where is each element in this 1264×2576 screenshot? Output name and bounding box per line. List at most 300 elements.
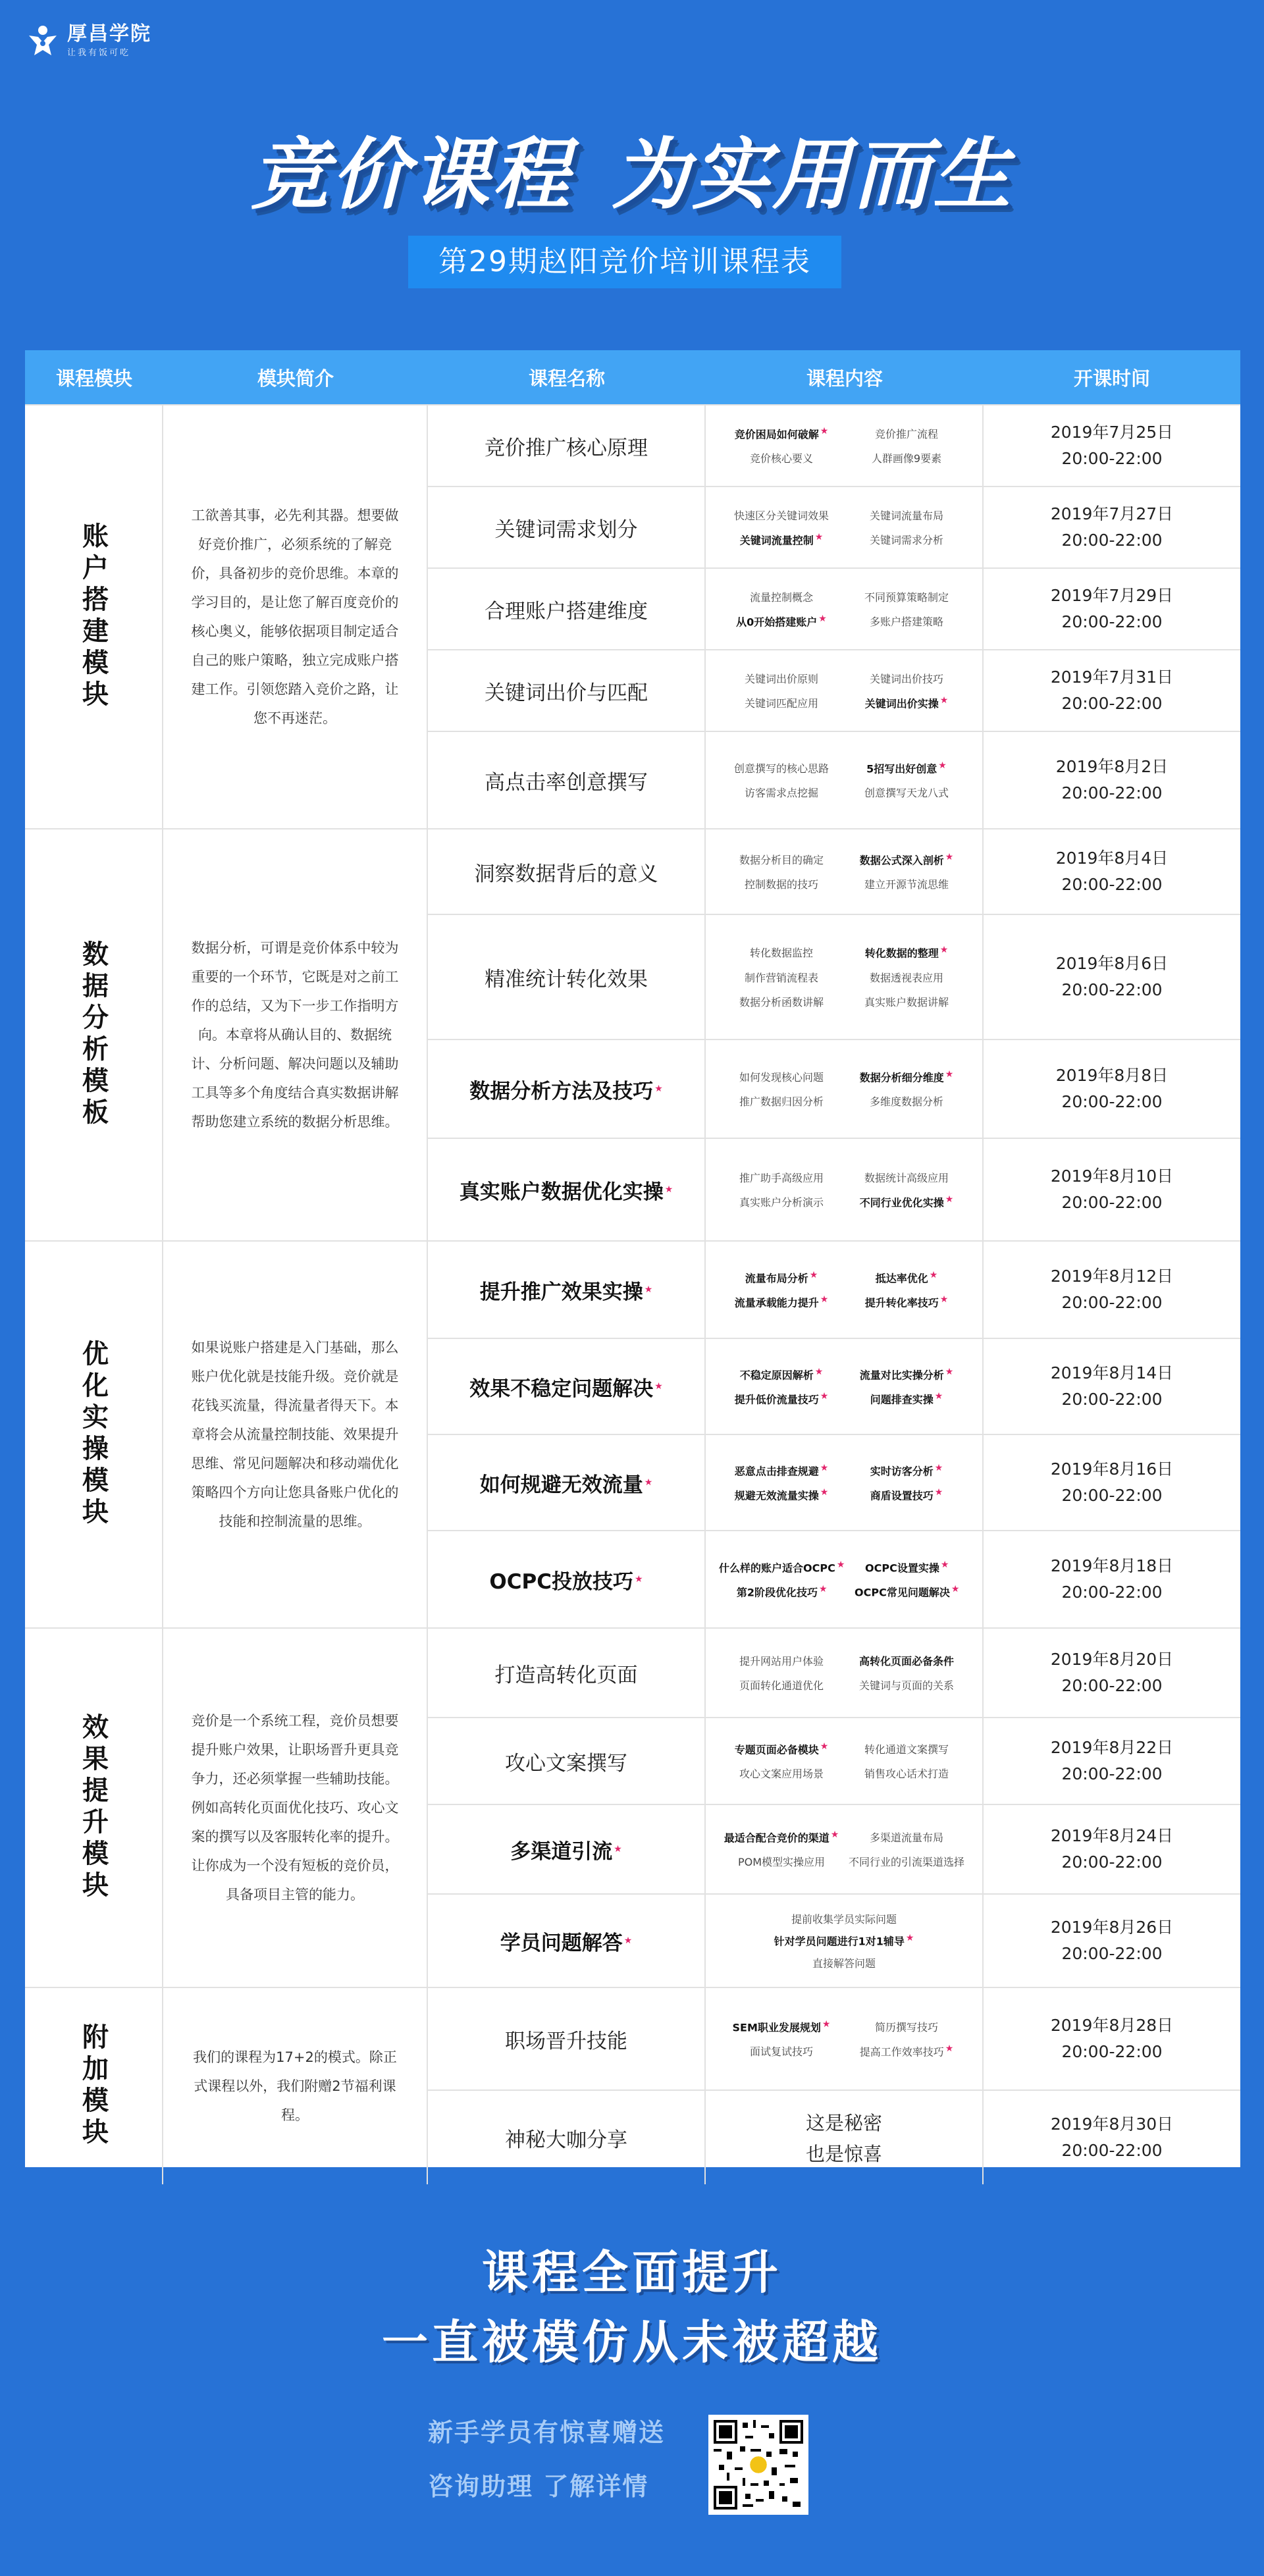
course-name-text: 多渠道引流 [510, 1839, 613, 1864]
star-icon: ★ [830, 1829, 839, 1840]
content-item-text: 关键词流量布局 [869, 509, 943, 522]
content-item [739, 1677, 824, 1693]
content-item [876, 1270, 938, 1285]
content-item-text: 问题排查实操 [870, 1393, 934, 1406]
content-item [738, 1854, 825, 1869]
content-item-text: POM模型实操应用 [737, 1856, 826, 1869]
content-item-text: 提前收集学员实际问题 [791, 1913, 897, 1926]
course-name [428, 650, 706, 731]
content-item-text: 攻心文案应用场景 [739, 1768, 824, 1781]
content-item-text: 快速区分关键词效果 [733, 509, 829, 522]
section-intro-text: 数据分析，可谓是竞价体系中较为重要的一个环节，它既是对之前工作的总结，又为下一步工作指明方向。本章将从确认目的、数据统计、分析问题、解决问题以及辅助工具等多个角度结合真实数据讲解帮助您建立系统的数据分析思维。 [191, 940, 399, 1130]
course-date: 2019年8月2日 [1055, 757, 1169, 776]
content-item-text: 什么样的账户适合OCPC [719, 1562, 835, 1574]
course-time [984, 1339, 1240, 1434]
table-header [25, 350, 1240, 404]
course-date: 2019年8月4日 [1055, 849, 1169, 868]
course-content [706, 1435, 984, 1530]
content-item [859, 1677, 954, 1693]
content-item-text: 真实账户分析演示 [739, 1196, 824, 1209]
content-item-text: 5招写出好创意 [866, 762, 937, 775]
course-name [428, 915, 706, 1039]
star-icon: ★ [820, 425, 829, 436]
content-item [791, 1911, 897, 1926]
course-name [428, 732, 706, 828]
star-icon: ★ [820, 1391, 829, 1402]
course-date: 2019年8月12日 [1050, 1267, 1174, 1286]
content-item-text: 关键词流量控制 [739, 534, 814, 547]
content-item-text: 转化通道文案撰写 [864, 1743, 949, 1756]
course-hours: 20:00-22:00 [1061, 2042, 1163, 2061]
course-time [984, 1629, 1240, 1717]
star-icon: ★ [654, 1381, 663, 1392]
content-item-text: 专题页面必备模块 [734, 1743, 819, 1756]
content-item [739, 1653, 824, 1668]
course-name-text: 如何规避无效流量 [479, 1473, 643, 1497]
content-item-text: 提升网站用户体验 [739, 1655, 824, 1668]
star-icon: ★ [664, 1184, 673, 1195]
content-item [735, 1741, 829, 1756]
content-item [875, 2019, 938, 2034]
star-icon: ★ [836, 1559, 845, 1570]
course-name-text: 数据分析方法及技巧 [469, 1079, 654, 1103]
course-hours: 20:00-22:00 [1061, 980, 1163, 999]
content-item [737, 1584, 828, 1599]
course-name [428, 1895, 706, 1987]
content-item-text: 数据分析函数讲解 [739, 995, 824, 1009]
content-item-text: 如何发现核心问题 [739, 1070, 824, 1084]
content-item-text: 流量控制概念 [749, 591, 813, 604]
course-time [984, 1805, 1240, 1893]
section-name-text: 账户搭建模块 [78, 522, 109, 712]
content-item-text: 从0开始搭建账户 [736, 616, 818, 629]
course-hours: 20:00-22:00 [1061, 1944, 1163, 1963]
content-item [872, 450, 941, 465]
content-item-text: 创意撰写的核心思路 [733, 762, 829, 775]
course-date: 2019年8月20日 [1050, 1650, 1174, 1669]
course-date: 2019年8月30日 [1050, 2115, 1174, 2134]
section-name [25, 829, 163, 1240]
course-time [984, 1988, 1240, 2090]
content-item [870, 1829, 943, 1845]
content-item-text: 竞价推广流程 [874, 427, 938, 440]
content-item [864, 994, 949, 1009]
course-date: 2019年8月10日 [1050, 1167, 1174, 1186]
course-name-text: 提升推广效果实操 [479, 1280, 643, 1304]
section-intro-text: 竞价是一个系统工程，竞价员想要提升账户效果，让职场晋升更具竞争力，还必须掌握一些辅助技能。例如高转化页面优化技巧、攻心文案的撰写以及客服转化率的提升。让你成为一个没有短板的竞价员，具备项目主管的能力。 [191, 1713, 399, 1903]
course-date: 2019年7月31日 [1050, 668, 1174, 687]
course-time [984, 1531, 1240, 1627]
logo-brand: 厚昌学院 [67, 22, 151, 45]
content-item-text: 关键词出价实操 [864, 697, 939, 710]
star-icon: ★ [945, 1068, 954, 1080]
course-name-text: 学员问题解答 [500, 1931, 623, 1955]
content-item [865, 1294, 949, 1309]
star-icon: ★ [820, 1741, 829, 1752]
table-row [428, 487, 1240, 569]
table-row [428, 915, 1240, 1040]
section-name [25, 406, 163, 828]
content-item [864, 1741, 949, 1756]
course-hours: 20:00-22:00 [1061, 612, 1163, 631]
content-item [865, 945, 949, 960]
section-intro [163, 829, 428, 1240]
course-hours: 20:00-22:00 [1061, 1583, 1163, 1602]
course-name-text: 打造高转化页面 [494, 1663, 638, 1687]
content-item-text: 销售攻心话术打造 [864, 1768, 949, 1781]
content-item [870, 1463, 943, 1478]
content-item-text: 竞价核心要义 [749, 452, 813, 465]
content-item-text: 流量承载能力提升 [734, 1296, 819, 1309]
subtitle-box: 第29期赵阳竞价培训课程表 [408, 236, 841, 288]
content-item-text: 实时访客分析 [870, 1465, 934, 1477]
content-item [750, 945, 813, 960]
content-item [745, 970, 818, 985]
content-item [740, 1367, 824, 1382]
content-item [735, 1391, 829, 1406]
content-item [745, 695, 818, 710]
star-icon: ★ [905, 1933, 914, 1944]
header-content: 课程内容 [806, 367, 883, 390]
content-item-text: 流量对比实操分析 [859, 1369, 944, 1381]
content-item-text: 抵达率优化 [875, 1272, 928, 1284]
course-name [428, 1531, 706, 1627]
course-date: 2019年8月26日 [1050, 1918, 1174, 1937]
content-item-text: 多维度数据分析 [869, 1095, 943, 1109]
course-date: 2019年8月6日 [1055, 954, 1169, 973]
course-time [984, 1040, 1240, 1138]
course-content [706, 650, 984, 731]
content-item [740, 532, 824, 547]
section-intro [163, 1629, 428, 1987]
course-rows [428, 1242, 1240, 1627]
content-item-text: 商盾设置技巧 [870, 1489, 934, 1502]
star-icon: ★ [945, 2043, 954, 2054]
content-item [875, 426, 938, 441]
table-row [428, 1339, 1240, 1435]
section-name-text: 效果提升模块 [78, 1713, 109, 1903]
course-name [428, 1040, 706, 1138]
content-item [859, 1653, 954, 1668]
content-item-text: 关键词出价技巧 [869, 672, 943, 685]
course-date: 2019年8月22日 [1050, 1738, 1174, 1757]
table-row [428, 1895, 1240, 1987]
course-hours: 20:00-22:00 [1061, 1764, 1163, 1783]
footer-line2: 一直被模仿从未被超越 [382, 2315, 882, 2369]
content-item [865, 1560, 949, 1575]
star-icon: ★ [635, 1574, 643, 1585]
star-icon: ★ [814, 531, 824, 542]
star-icon: ★ [644, 1284, 653, 1295]
course-hours: 20:00-22:00 [1061, 531, 1163, 550]
table-row [428, 1531, 1240, 1627]
content-item-text: 关键词与页面的关系 [858, 1679, 954, 1692]
logo [25, 22, 151, 58]
star-icon: ★ [945, 851, 954, 862]
content-item [739, 1766, 824, 1781]
content-item [745, 785, 818, 800]
content-item [812, 1955, 876, 1970]
content-item-text: 直接解答问题 [812, 1957, 876, 1970]
course-content [706, 406, 984, 486]
course-name-text: 高点击率创意撰写 [485, 770, 648, 795]
promo-gift: 新手学员有惊喜赠送 [428, 2418, 666, 2447]
content-item [734, 760, 829, 775]
header-time: 开课时间 [1073, 367, 1150, 390]
course-time [984, 1718, 1240, 1804]
section [25, 1627, 1240, 1987]
course-name-text: 真实账户数据优化实操 [459, 1180, 664, 1204]
star-icon: ★ [929, 1269, 938, 1280]
content-item [864, 785, 949, 800]
content-item [870, 671, 943, 686]
course-content [706, 1805, 984, 1893]
content-item [864, 876, 949, 891]
course-name [428, 1988, 706, 2090]
star-icon: ★ [934, 1487, 943, 1498]
star-icon: ★ [814, 1366, 824, 1377]
content-item [865, 695, 949, 710]
content-item [724, 1829, 839, 1845]
content-item [736, 614, 827, 629]
star-icon: ★ [940, 1559, 949, 1570]
course-time [984, 569, 1240, 649]
course-name-text: 攻心文案撰写 [505, 1751, 627, 1775]
course-name [428, 406, 706, 486]
star-icon: ★ [820, 1487, 829, 1498]
course-content [706, 915, 984, 1039]
section-intro [163, 1988, 428, 2184]
table-row [428, 1988, 1240, 2091]
course-content [706, 829, 984, 914]
content-item-text: 数据分析细分维度 [859, 1071, 944, 1084]
content-item-text: 规避无效流量实操 [734, 1489, 819, 1502]
course-hours: 20:00-22:00 [1061, 449, 1163, 468]
section-intro-text: 我们的课程为17+2的模式。除正式课程以外，我们附赠2节福利课程。 [193, 2049, 397, 2123]
section [25, 404, 1240, 828]
course-name [428, 1139, 706, 1240]
content-item [860, 1194, 954, 1209]
course-time [984, 2091, 1240, 2184]
content-item [739, 994, 824, 1009]
content-item [735, 1487, 829, 1502]
course-time [984, 732, 1240, 828]
star-icon: ★ [809, 1269, 818, 1280]
section [25, 1240, 1240, 1627]
course-name-text: 洞察数据背后的意义 [474, 862, 658, 886]
content-item [745, 1270, 818, 1285]
content-item-text: 页面转化通道优化 [739, 1679, 824, 1692]
course-name-text: 精准统计转化效果 [485, 967, 648, 991]
content-item [750, 450, 813, 465]
content-item-text: 数据透视表应用 [869, 971, 943, 984]
content-item [735, 1294, 829, 1309]
content-item-text: 真实账户数据讲解 [864, 995, 949, 1009]
course-name [428, 1805, 706, 1893]
content-item-text: 最适合配合竞价的渠道 [724, 1831, 830, 1845]
hero-title-part1: 竞价课程 [250, 129, 572, 220]
course-name [428, 1242, 706, 1338]
content-item [870, 614, 943, 629]
table-row [428, 1629, 1240, 1718]
course-hours: 20:00-22:00 [1061, 1193, 1163, 1212]
content-item-text: 推广助手高级应用 [739, 1171, 824, 1184]
content-item-text: 不同行业优化实操 [859, 1196, 944, 1209]
course-content [706, 2091, 984, 2184]
course-date: 2019年7月27日 [1050, 504, 1174, 523]
content-item [734, 508, 829, 523]
table-row [428, 1435, 1240, 1531]
content-item [870, 1487, 943, 1502]
content-item-text: 也是惊喜 [805, 2143, 882, 2165]
course-rows [428, 1629, 1240, 1987]
course-content [706, 1895, 984, 1987]
hero-title [0, 112, 1264, 224]
course-content [706, 1040, 984, 1138]
content-item [860, 2043, 954, 2059]
course-hours: 20:00-22:00 [1061, 875, 1163, 894]
content-item [739, 1069, 824, 1084]
qr-code[interactable] [708, 2415, 808, 2515]
star-icon: ★ [945, 1194, 954, 1205]
course-content [706, 1629, 984, 1717]
course-name [428, 829, 706, 914]
course-content [706, 732, 984, 828]
content-item-text: 多账户搭建策略 [869, 615, 943, 628]
course-name [428, 1339, 706, 1434]
content-item-text: 提高工作效率技巧 [859, 2045, 944, 2059]
course-time [984, 406, 1240, 486]
course-name [428, 569, 706, 649]
table-row [428, 2091, 1240, 2184]
content-item-text: 第2阶段优化技巧 [736, 1586, 818, 1599]
course-content [706, 1242, 984, 1338]
course-content [706, 1988, 984, 2090]
content-item [855, 1584, 959, 1599]
course-date: 2019年7月25日 [1050, 423, 1174, 442]
content-item [864, 589, 949, 604]
course-hours: 20:00-22:00 [1061, 1676, 1163, 1695]
content-item-text: 不稳定原因解析 [739, 1369, 814, 1381]
course-name-text: 合理账户搭建维度 [485, 599, 648, 623]
content-item [750, 589, 813, 604]
course-name [428, 1435, 706, 1530]
logo-slogan: 让我有饭可吃 [67, 47, 131, 58]
content-item [739, 1194, 824, 1209]
table-row [428, 732, 1240, 828]
content-item [735, 1463, 829, 1478]
content-item [870, 1093, 943, 1109]
content-item [745, 671, 818, 686]
content-item-text: 转化数据的整理 [864, 947, 939, 960]
table-row [428, 1805, 1240, 1895]
star-icon: ★ [818, 613, 827, 624]
course-time [984, 1435, 1240, 1530]
content-item-text: 控制数据的技巧 [744, 878, 818, 891]
course-time [984, 915, 1240, 1039]
course-content [706, 487, 984, 567]
table-row [428, 1040, 1240, 1139]
course-content [706, 1339, 984, 1434]
content-item [870, 508, 943, 523]
content-item-text: 数据公式深入剖析 [859, 854, 944, 867]
table-row [428, 1242, 1240, 1339]
content-item-text: 恶意点击排查规避 [734, 1465, 819, 1477]
course-rows [428, 406, 1240, 828]
content-item [860, 852, 954, 867]
content-item [733, 2019, 831, 2034]
content-item [864, 1170, 949, 1185]
course-name-text: 关键词需求划分 [494, 517, 638, 542]
course-date: 2019年7月29日 [1050, 586, 1174, 605]
content-item-text: 针对学员问题进行1对1辅导 [774, 1935, 905, 1948]
content-item [870, 532, 943, 547]
course-date: 2019年8月24日 [1050, 1826, 1174, 1845]
course-name-text: 神秘大咖分享 [505, 2128, 627, 2152]
star-icon: ★ [939, 945, 949, 956]
content-item [750, 2043, 813, 2059]
course-name-text: 效果不稳定问题解决 [469, 1377, 654, 1401]
content-item [745, 876, 818, 891]
section-intro [163, 406, 428, 828]
course-content [706, 1531, 984, 1627]
promo-consult: 咨询助理 了解详情 [428, 2472, 649, 2501]
course-name-text: 竞价推广核心原理 [485, 436, 648, 460]
content-item [866, 760, 947, 775]
section-name-text: 优化实操模块 [78, 1340, 109, 1529]
star-icon: ★ [934, 1391, 943, 1402]
footer-line1: 课程全面提升 [482, 2246, 782, 2300]
logo-icon [25, 22, 61, 58]
section-intro-text: 工欲善其事，必先利其器。想要做好竞价推广，必须系统的了解竞价，具备初步的竞价思维。本章的学习目的，是让您了解百度竞价的核心奥义，能够依据项目制定适合自己的账户策略，独立完成账户搭建工作。引领您踏入竞价之路，让您不再迷茫。 [191, 508, 399, 726]
content-item [739, 1093, 824, 1109]
course-name-text: 关键词出价与匹配 [485, 681, 648, 705]
star-icon: ★ [654, 1084, 663, 1094]
course-name [428, 1718, 706, 1804]
content-item [860, 1367, 954, 1382]
star-icon: ★ [934, 1462, 943, 1473]
content-item-text: 制作营销流程表 [744, 971, 818, 984]
course-date: 2019年8月14日 [1050, 1363, 1174, 1382]
course-date: 2019年8月8日 [1055, 1066, 1169, 1085]
content-item-text: 关键词需求分析 [869, 533, 943, 546]
section-intro-text: 如果说账户搭建是入门基础，那么账户优化就是技能升级。竞价就是花钱买流量，得流量者得天下。本章将会从流量控制技能、效果提升思维、常见问题解决和移动端优化策略四个方向让您具备账户优化的技能和控制流量的思维。 [191, 1340, 399, 1529]
content-item [806, 2109, 882, 2136]
content-item-text: 多渠道流量布局 [869, 1831, 943, 1844]
content-item [774, 1933, 914, 1948]
section-name [25, 1988, 163, 2184]
star-icon: ★ [623, 1935, 633, 1946]
table-row [428, 829, 1240, 915]
course-date: 2019年8月16日 [1050, 1459, 1174, 1479]
course-name [428, 1629, 706, 1717]
course-date: 2019年8月18日 [1050, 1556, 1174, 1575]
course-rows [428, 1988, 1240, 2184]
star-icon: ★ [822, 2018, 831, 2030]
section [25, 828, 1240, 1240]
table-body [25, 404, 1240, 2184]
course-time [984, 487, 1240, 567]
course-name-text: 职场晋升技能 [505, 2029, 627, 2053]
content-item-text: 流量布局分析 [745, 1272, 808, 1284]
course-hours: 20:00-22:00 [1061, 1853, 1163, 1872]
content-item-text: 提升低价流量技巧 [734, 1393, 819, 1406]
table-row [428, 569, 1240, 650]
content-item-text: 提升转化率技巧 [864, 1296, 939, 1309]
section-name-text: 附加模块 [78, 2023, 109, 2149]
content-item [739, 852, 824, 867]
section [25, 1987, 1240, 2184]
